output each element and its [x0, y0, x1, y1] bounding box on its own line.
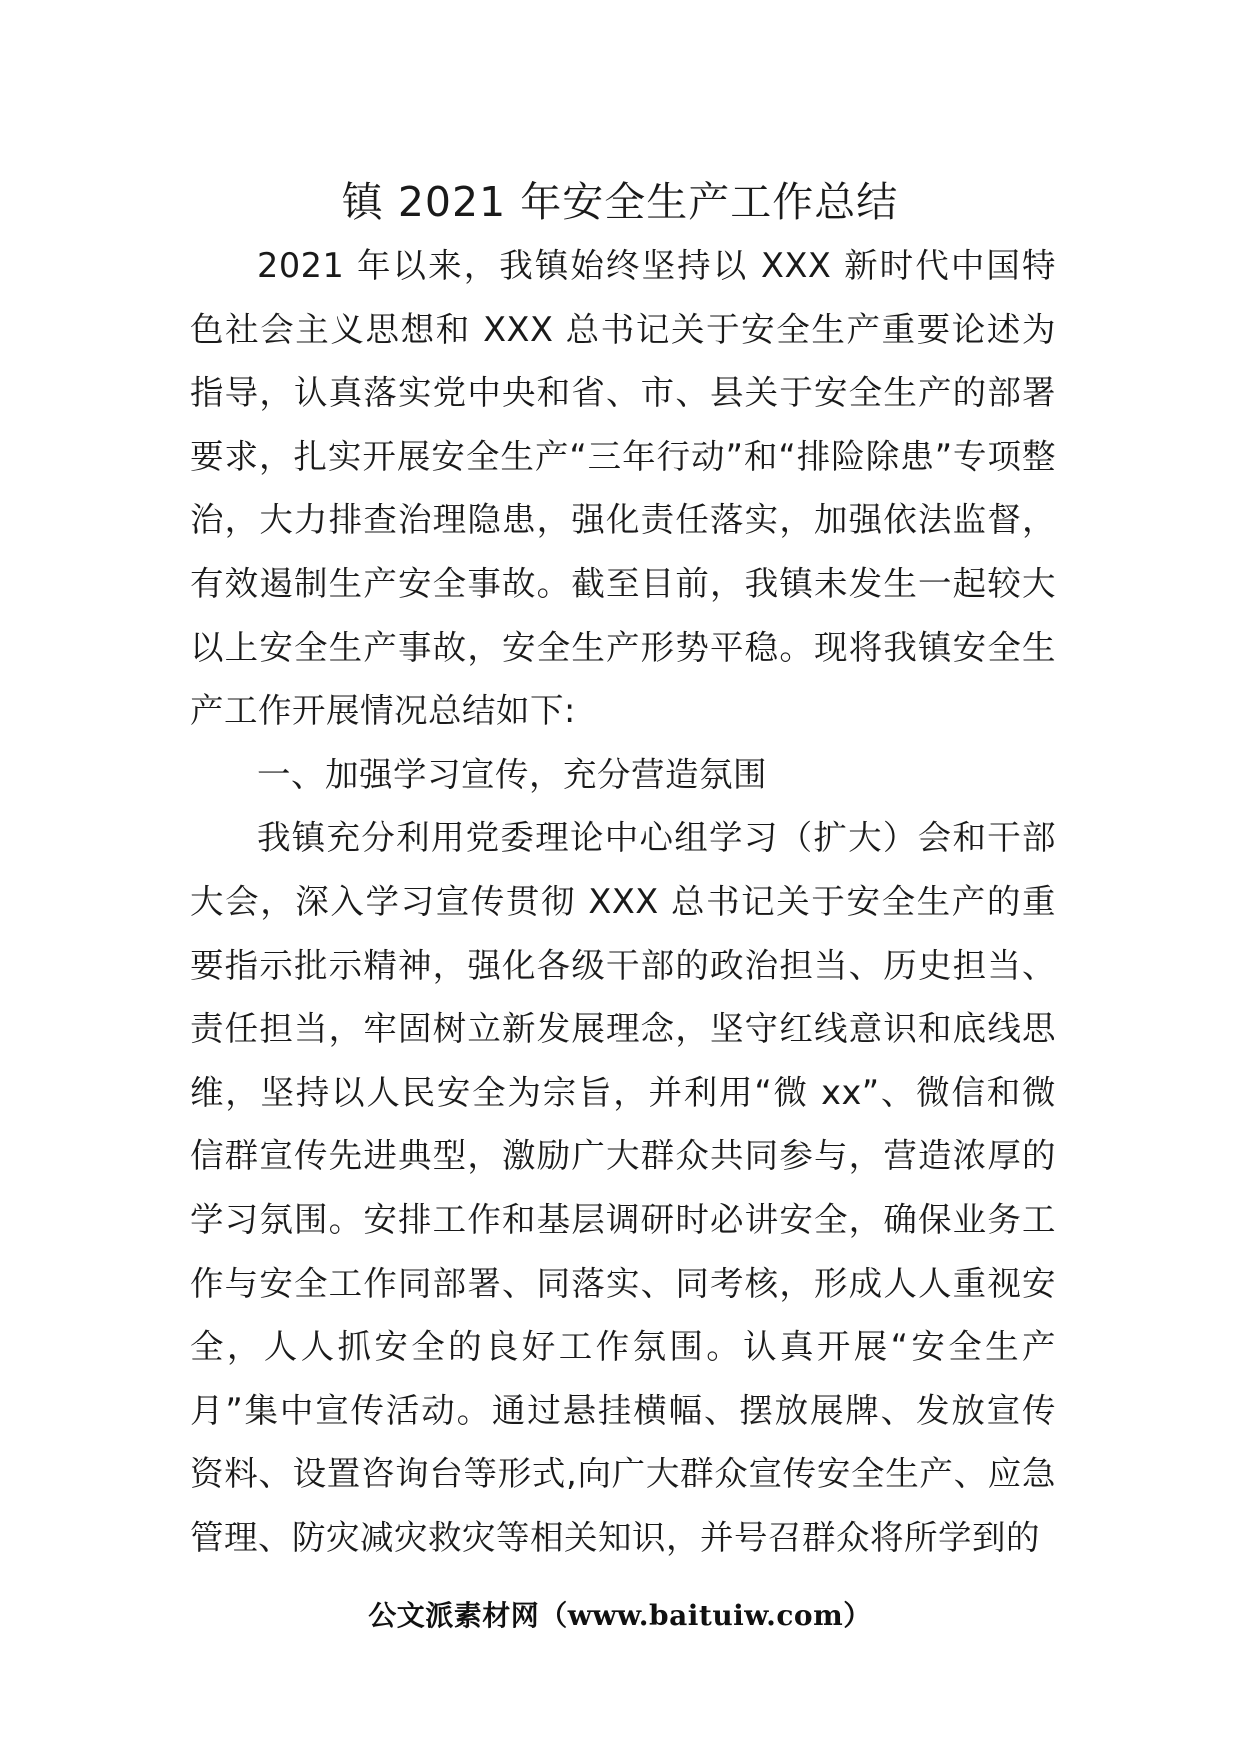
document-body — [190, 234, 1056, 1569]
section-heading: 一、加强学习宣传，充分营造氛围 — [257, 754, 767, 794]
footer-watermark: 公文派素材网（www.baituiw.com） — [368, 1599, 872, 1632]
document-title: 镇 2021 年安全生产工作总结 — [341, 178, 899, 226]
section-paragraph: 我镇充分利用党委理论中心组学习（扩大）会和干部大会，深入学习宣传贯彻 XXX 总书记关于安全生产的重要指示批示精神，强化各级干部的政治担当、历史担当、责任担当，牢固树立新发展理念，坚守红线意识和底线思维，坚持以人民安全为宗旨，并利用“微 xx”、微信和微信群宣传先进典型，激励广大群众共同参与，营造浓厚的学习氛围。安排工作和基层调研时必讲安全，确保业务工作与安全工作同部署、同落实、同考核，形成人人重视安全，人人抓安全的良好工作氛围。认真开展“安全生产月”集中宣传活动。通过悬挂横幅、摆放展牌、发放宣传资料、设置咨询台等形式,向广大群众宣传安全生产、应急管理、防灾减灾救灾等相关知识，并号召群众将所学到的 — [190, 818, 1056, 1557]
intro-paragraph: 2021 年以来，我镇始终坚持以 XXX 新时代中国特色社会主义思想和 XXX 总书记关于安全生产重要论述为指导，认真落实党中央和省、市、县关于安全生产的部署要求，扎实开展安全生产“三年行动”和“排险除患”专项整治，大力排查治理隐患，强化责任落实，加强依法监督，有效遏制生产安全事故。截至目前，我镇未发生一起较大以上安全生产事故，安全生产形势平稳。现将我镇安全生产工作开展情况总结如下: — [190, 246, 1056, 731]
